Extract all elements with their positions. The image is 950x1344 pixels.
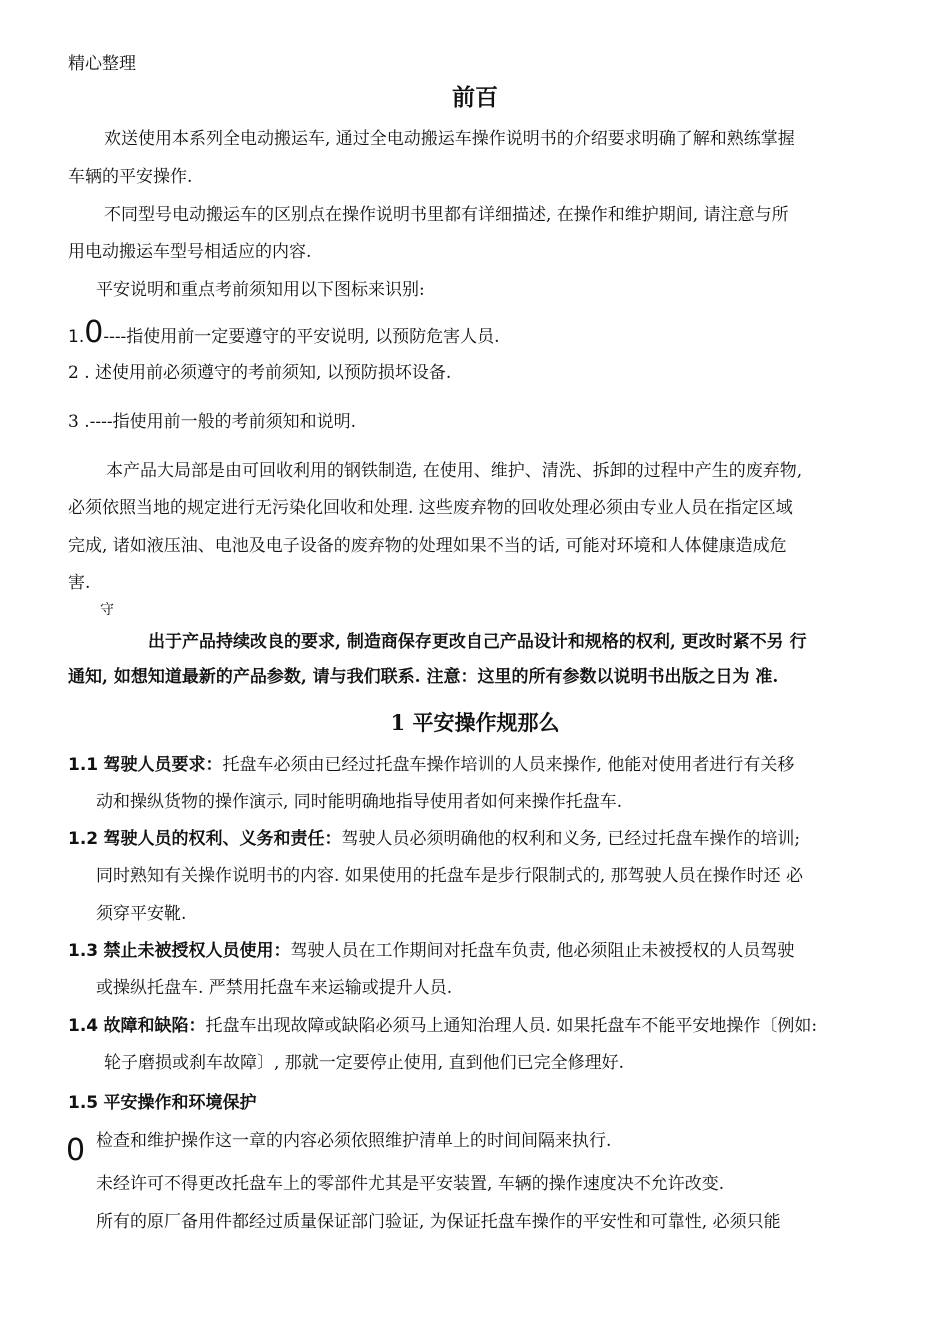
section-1-1-line1: 托盘车必须由已经过托盘车操作培训的人员来操作, 他能对使用者进行有关移 [222,755,795,775]
recycle-line-4: 害. [68,573,91,593]
recycle-line-3: 完成, 诸如液压油、电池及电子设备的废弃物的处理如果不当的话, 可能对环境和人体健康造成危 [68,536,787,556]
intro-p2-line1: 不同型号电动搬运车的区别点在操作说明书里都有详细描述, 在操作和维护期间, 请注意与所 [104,205,789,225]
section-1-5 [68,1091,257,1115]
item-1-number: 1. [68,327,85,347]
item-1-text: ----指使用前一定要遵守的平安说明, 以预防危害人员. [103,327,500,347]
icon-list-item-1 [68,315,500,350]
intro-p1-line1: 欢送使用本系列全电动搬运车, 通过全电动搬运车操作说明书的介绍要求明确了解和熟练掌握 [104,129,795,149]
section-1-4-number: 1.4 [68,1016,99,1036]
safety-warning-icon-2: 0 [66,1133,86,1168]
section-1-4-line2: 轮子磨损或刹车故障〕, 那就一定要停止使用, 直到他们已完全修理好. [104,1053,625,1073]
section-1-5-line2: 未经许可不得更改托盘车上的零部件尤其是平安装置, 车辆的操作速度决不允许改变. [96,1174,725,1194]
icon-list-item-2: 2 . 述使用前必须遵守的考前须知, 以预防损坏设备. [68,363,452,383]
section-1-5-line3: 所有的原厂备用件都经过质量保证部门验证, 为保证托盘车操作的平安性和可靠性, 必须只能 [96,1212,781,1232]
section-1-1-number: 1.1 [68,755,99,775]
intro-p3: 平安说明和重点考前须知用以下图标来识别: [96,280,425,300]
section-1-5-number: 1.5 [68,1093,99,1113]
section-1-2-line2: 同时熟知有关操作说明书的内容. 如果使用的托盘车是步行限制式的, 那驾驶人员在操作时还 必 [96,866,804,886]
section-1-1 [68,753,794,777]
section-1-5-heading: 平安操作和环境保护 [103,1093,257,1113]
icon-list-item-3: 3 .----指使用前一般的考前须知和说明. [68,412,357,432]
section-1-3 [68,939,794,963]
section-1-2-number: 1.2 [68,829,99,849]
intro-p2-line2: 用电动搬运车型号相适应的内容. [68,242,312,262]
notice-line-2: 通知, 如想知道最新的产品参数, 请与我们联系. 注意：这里的所有参数以说明书出版之日为 准. [68,667,779,687]
section-1-2-line1: 驾驶人员必须明确他的权利和义务, 已经过托盘车操作的培训; [341,829,801,849]
recycle-line-2: 必须依照当地的规定进行无污染化回收和处理. 这些废弃物的回收处理必须由专业人员在指定区域 [68,498,793,518]
section-1-4-heading: 故障和缺陷： [103,1016,206,1036]
section-1-4-line1: 托盘车出现故障或缺陷必须马上通知治理人员. 如果托盘车不能平安地操作〔例如: [205,1016,818,1036]
section-1-2-heading: 驾驶人员的权利、义务和责任： [103,829,342,849]
section-1-2-line3: 须穿平安靴. [96,904,187,924]
section-1-4 [68,1014,817,1038]
section-1-2 [68,827,800,851]
section-1-5-line1: 检查和维护操作这一章的内容必须依照维护清单上的时间间隔来执行. [96,1131,612,1151]
section-1-title: 1 平安操作规那么 [390,710,560,735]
safety-warning-icon: 0 [84,315,104,350]
page-title: 前百 [452,84,498,111]
intro-p1-line2: 车辆的平安操作. [68,167,193,187]
notice-line-1: 出于产品持续改良的要求, 制造商保存更改自己产品设计和规格的权利, 更改时紧不另 行 [148,632,807,652]
header-note: 精心整理 [68,54,136,74]
section-1-1-line2: 动和操纵货物的操作演示, 同时能明确地指导使用者如何来操作托盘车. [96,792,623,812]
section-1-3-heading: 禁止未被授权人员使用： [103,941,291,961]
stray-character: 守 [100,602,114,618]
recycle-line-1: 本产品大局部是由可回收利用的钢铁制造, 在使用、维护、清洗、拆卸的过程中产生的废弃物, [106,461,803,481]
section-1-3-line2: 或操纵托盘车. 严禁用托盘车来运输或提升人员. [96,978,453,998]
section-1-3-number: 1.3 [68,941,99,961]
section-1-3-line1: 驾驶人员在工作期间对托盘车负责, 他必须阻止未被授权的人员驾驶 [290,941,795,961]
section-1-1-heading: 驾驶人员要求： [103,755,223,775]
